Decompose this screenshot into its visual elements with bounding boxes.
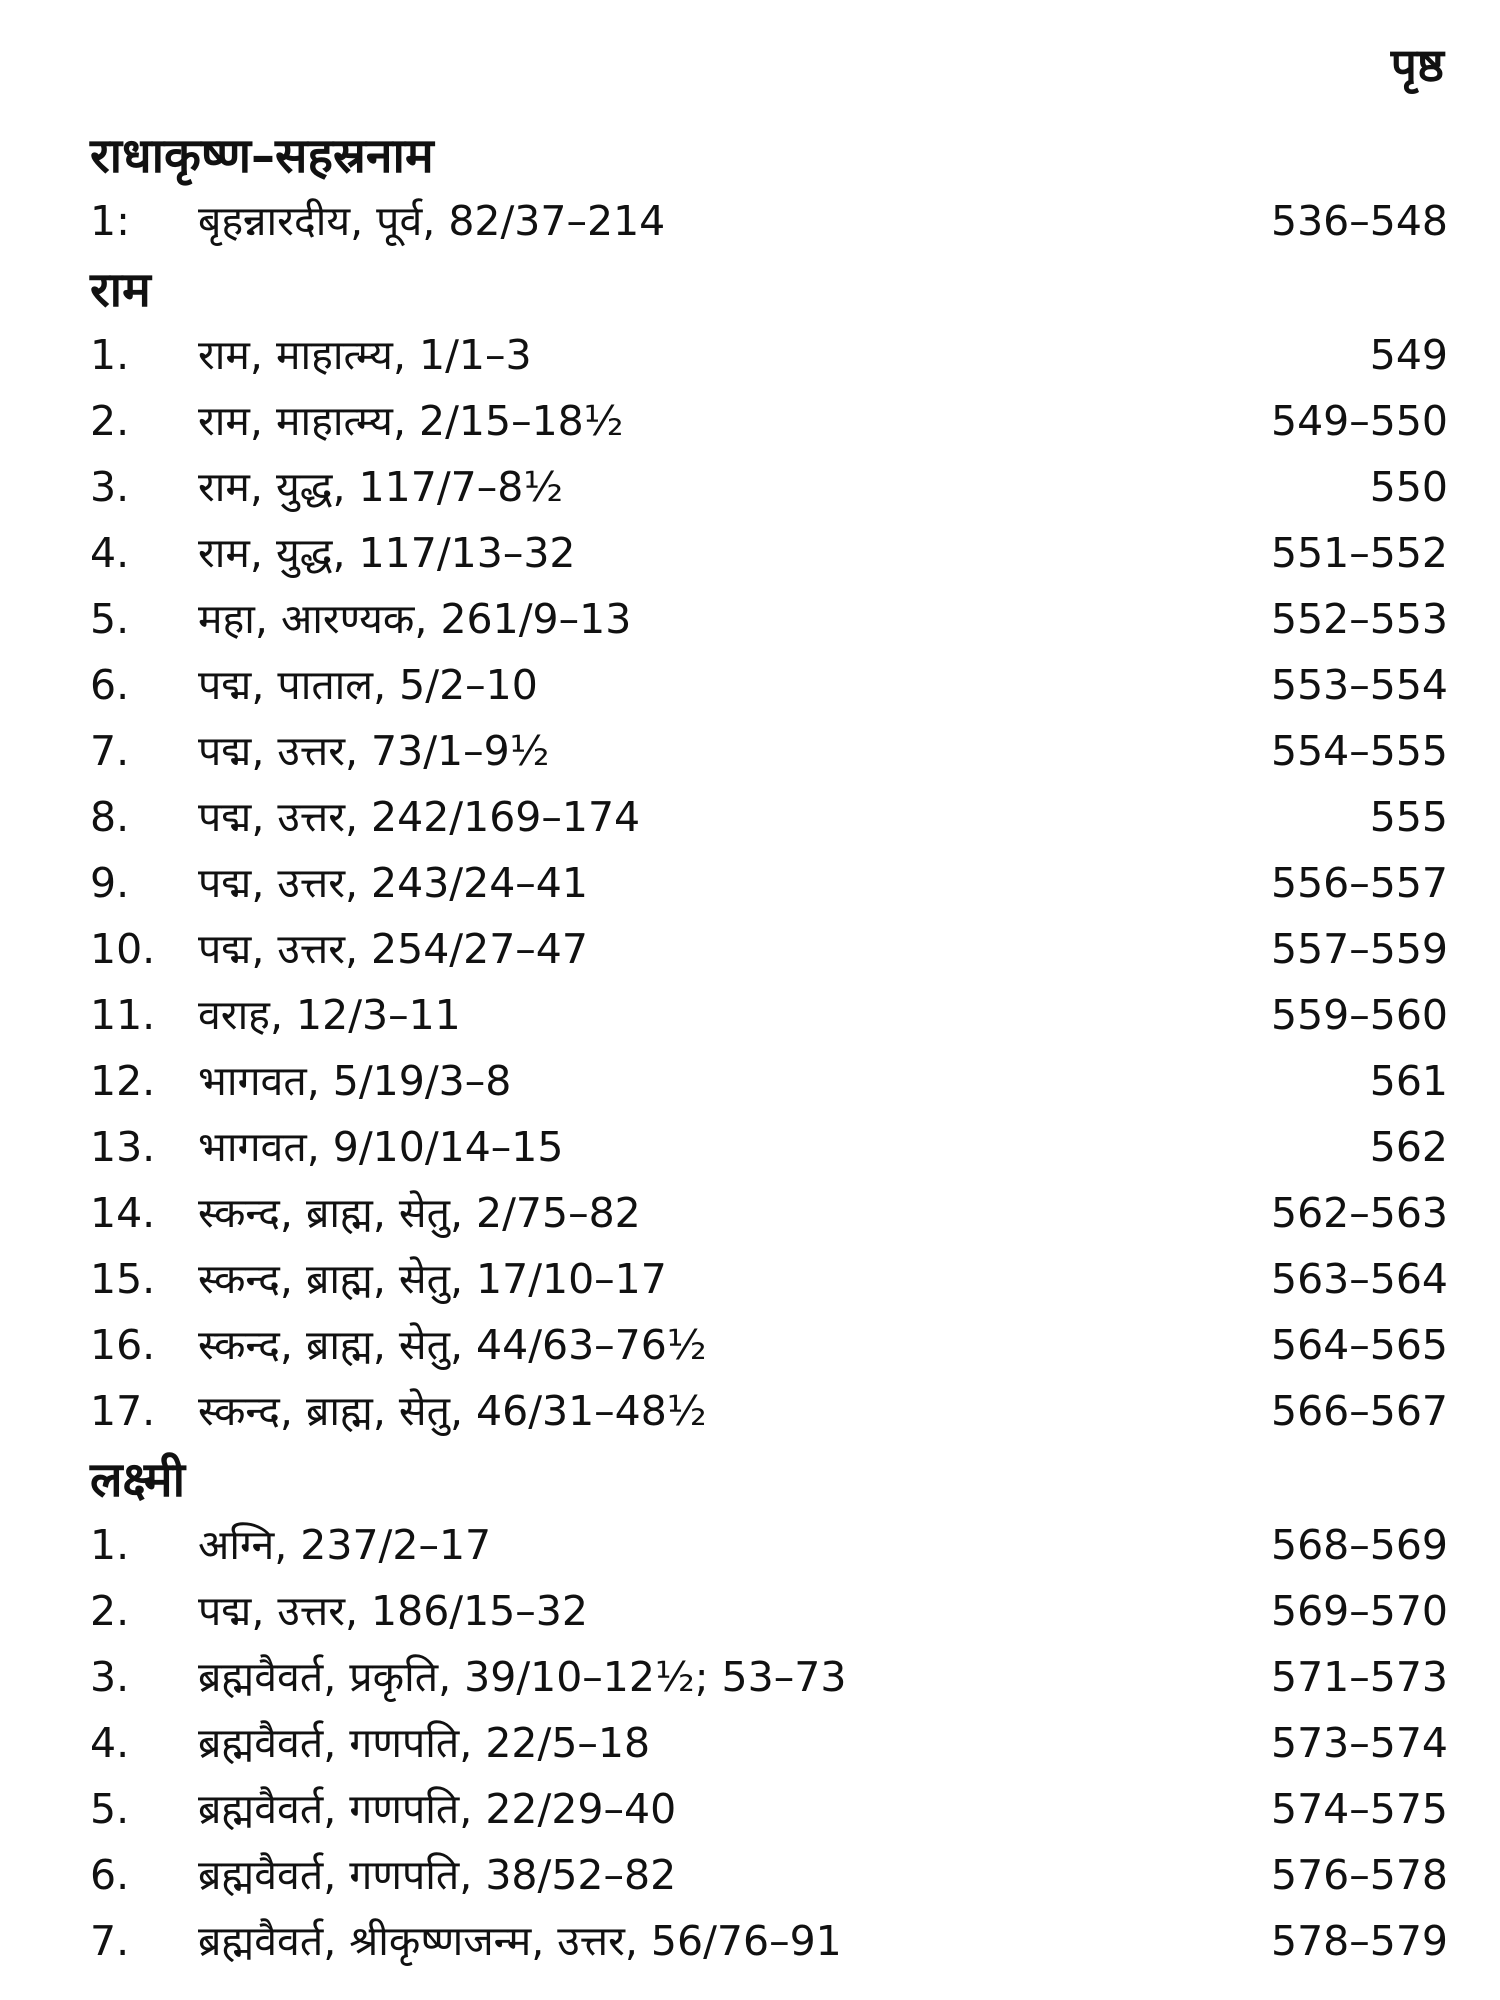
entry-pages: 553–554 <box>1270 661 1448 709</box>
entry-number: 3. <box>90 463 130 511</box>
entry-number: 5. <box>90 1785 130 1833</box>
index-entry <box>90 586 1448 652</box>
entry-number: 2. <box>90 397 130 445</box>
entry-number: 6. <box>90 661 130 709</box>
entry-number: 1: <box>90 197 130 245</box>
index-entry <box>90 1578 1448 1644</box>
entry-pages: 573–574 <box>1270 1719 1448 1767</box>
entry-number: 1. <box>90 331 130 379</box>
index-entry <box>90 1908 1448 1974</box>
entry-reference: स्कन्द, ब्राह्म, सेतु, 44/63–76½ <box>198 1321 707 1369</box>
entry-pages: 557–559 <box>1270 925 1448 973</box>
entry-pages: 550 <box>1369 463 1448 511</box>
index-entry <box>90 1710 1448 1776</box>
entry-number: 6. <box>90 1851 130 1899</box>
entry-reference: पद्म, उत्तर, 242/169–174 <box>198 793 641 841</box>
entry-reference: पद्म, उत्तर, 186/15–32 <box>198 1587 588 1635</box>
index-entry <box>90 1246 1448 1312</box>
entry-pages: 551–552 <box>1270 529 1448 577</box>
entry-number: 10. <box>90 925 156 973</box>
entry-pages: 571–573 <box>1270 1653 1448 1701</box>
entry-reference: भागवत, 5/19/3–8 <box>198 1057 512 1105</box>
index-entry <box>90 1378 1448 1444</box>
entry-number: 12. <box>90 1057 156 1105</box>
entry-pages: 568–569 <box>1270 1521 1448 1569</box>
entry-number: 3. <box>90 1653 130 1701</box>
entry-reference: पद्म, उत्तर, 254/27–47 <box>198 925 588 973</box>
entry-number: 7. <box>90 1917 130 1965</box>
entry-pages: 549 <box>1369 331 1448 379</box>
entry-reference: भागवत, 9/10/14–15 <box>198 1123 564 1171</box>
entry-pages: 562–563 <box>1270 1189 1448 1237</box>
entry-pages: 552–553 <box>1270 595 1448 643</box>
entry-reference: वराह, 12/3–11 <box>198 991 461 1039</box>
entry-pages: 562 <box>1369 1123 1448 1171</box>
entry-pages: 563–564 <box>1270 1255 1448 1303</box>
entry-number: 4. <box>90 529 130 577</box>
entry-pages: 561 <box>1369 1057 1448 1105</box>
entry-pages: 574–575 <box>1270 1785 1448 1833</box>
entry-pages: 564–565 <box>1270 1321 1448 1369</box>
entry-number: 4. <box>90 1719 130 1767</box>
entry-reference: राम, युद्ध, 117/7–8½ <box>198 463 564 511</box>
entry-reference: महा, आरण्यक, 261/9–13 <box>198 595 632 643</box>
page-column-header: पृष्ठ <box>1390 38 1444 92</box>
index-entry <box>90 188 1448 254</box>
entry-reference: राम, माहात्म्य, 2/15–18½ <box>198 397 624 445</box>
index-entry <box>90 718 1448 784</box>
entry-reference: राम, युद्ध, 117/13–32 <box>198 529 576 577</box>
entry-pages: 576–578 <box>1270 1851 1448 1899</box>
section-title: राधाकृष्ण–सहस्रनाम <box>90 128 434 184</box>
entry-number: 2. <box>90 1587 130 1635</box>
entry-number: 8. <box>90 793 130 841</box>
entry-pages: 536–548 <box>1270 197 1448 245</box>
entry-number: 9. <box>90 859 130 907</box>
index-entry <box>90 916 1448 982</box>
entry-reference: राम, माहात्म्य, 1/1–3 <box>198 331 532 379</box>
entry-number: 17. <box>90 1387 156 1435</box>
entry-number: 5. <box>90 595 130 643</box>
entry-reference: पद्म, उत्तर, 243/24–41 <box>198 859 588 907</box>
entry-reference: बृहन्नारदीय, पूर्व, 82/37–214 <box>198 197 666 245</box>
entry-reference: स्कन्द, ब्राह्म, सेतु, 2/75–82 <box>198 1189 641 1237</box>
index-entry <box>90 388 1448 454</box>
entry-reference: अग्नि, 237/2–17 <box>198 1521 492 1569</box>
entry-pages: 555 <box>1369 793 1448 841</box>
entry-pages: 554–555 <box>1270 727 1448 775</box>
index-entry <box>90 520 1448 586</box>
entry-number: 7. <box>90 727 130 775</box>
entry-pages: 566–567 <box>1270 1387 1448 1435</box>
entry-pages: 549–550 <box>1270 397 1448 445</box>
entry-number: 1. <box>90 1521 130 1569</box>
index-entry <box>90 982 1448 1048</box>
index-entry <box>90 1312 1448 1378</box>
index-entry <box>90 1842 1448 1908</box>
index-entry <box>90 652 1448 718</box>
entry-reference: स्कन्द, ब्राह्म, सेतु, 17/10–17 <box>198 1255 667 1303</box>
entry-pages: 559–560 <box>1270 991 1448 1039</box>
entry-reference: ब्रह्मवैवर्त, गणपति, 22/5–18 <box>198 1719 651 1767</box>
index-entry <box>90 454 1448 520</box>
index-entry <box>90 850 1448 916</box>
index-entry <box>90 1512 1448 1578</box>
entry-reference: ब्रह्मवैवर्त, गणपति, 22/29–40 <box>198 1785 677 1833</box>
entry-reference: पद्म, पाताल, 5/2–10 <box>198 661 538 709</box>
section-title: राम <box>90 262 151 318</box>
entry-reference: ब्रह्मवैवर्त, श्रीकृष्णजन्म, उत्तर, 56/76–91 <box>198 1917 842 1965</box>
index-entry <box>90 1048 1448 1114</box>
entry-number: 14. <box>90 1189 156 1237</box>
entry-pages: 578–579 <box>1270 1917 1448 1965</box>
entry-pages: 569–570 <box>1270 1587 1448 1635</box>
entry-number: 16. <box>90 1321 156 1369</box>
entry-number: 13. <box>90 1123 156 1171</box>
entry-reference: ब्रह्मवैवर्त, प्रकृति, 39/10–12½; 53–73 <box>198 1653 847 1701</box>
entry-number: 11. <box>90 991 156 1039</box>
entry-number: 15. <box>90 1255 156 1303</box>
section-title: लक्ष्मी <box>90 1452 186 1508</box>
index-entry <box>90 1114 1448 1180</box>
index-entry <box>90 1180 1448 1246</box>
entry-reference: पद्म, उत्तर, 73/1–9½ <box>198 727 550 775</box>
index-content <box>90 120 1448 1974</box>
entry-pages: 556–557 <box>1270 859 1448 907</box>
entry-reference: ब्रह्मवैवर्त, गणपति, 38/52–82 <box>198 1851 677 1899</box>
index-entry <box>90 1776 1448 1842</box>
index-entry <box>90 784 1448 850</box>
entry-reference: स्कन्द, ब्राह्म, सेतु, 46/31–48½ <box>198 1387 707 1435</box>
index-entry <box>90 322 1448 388</box>
index-entry <box>90 1644 1448 1710</box>
